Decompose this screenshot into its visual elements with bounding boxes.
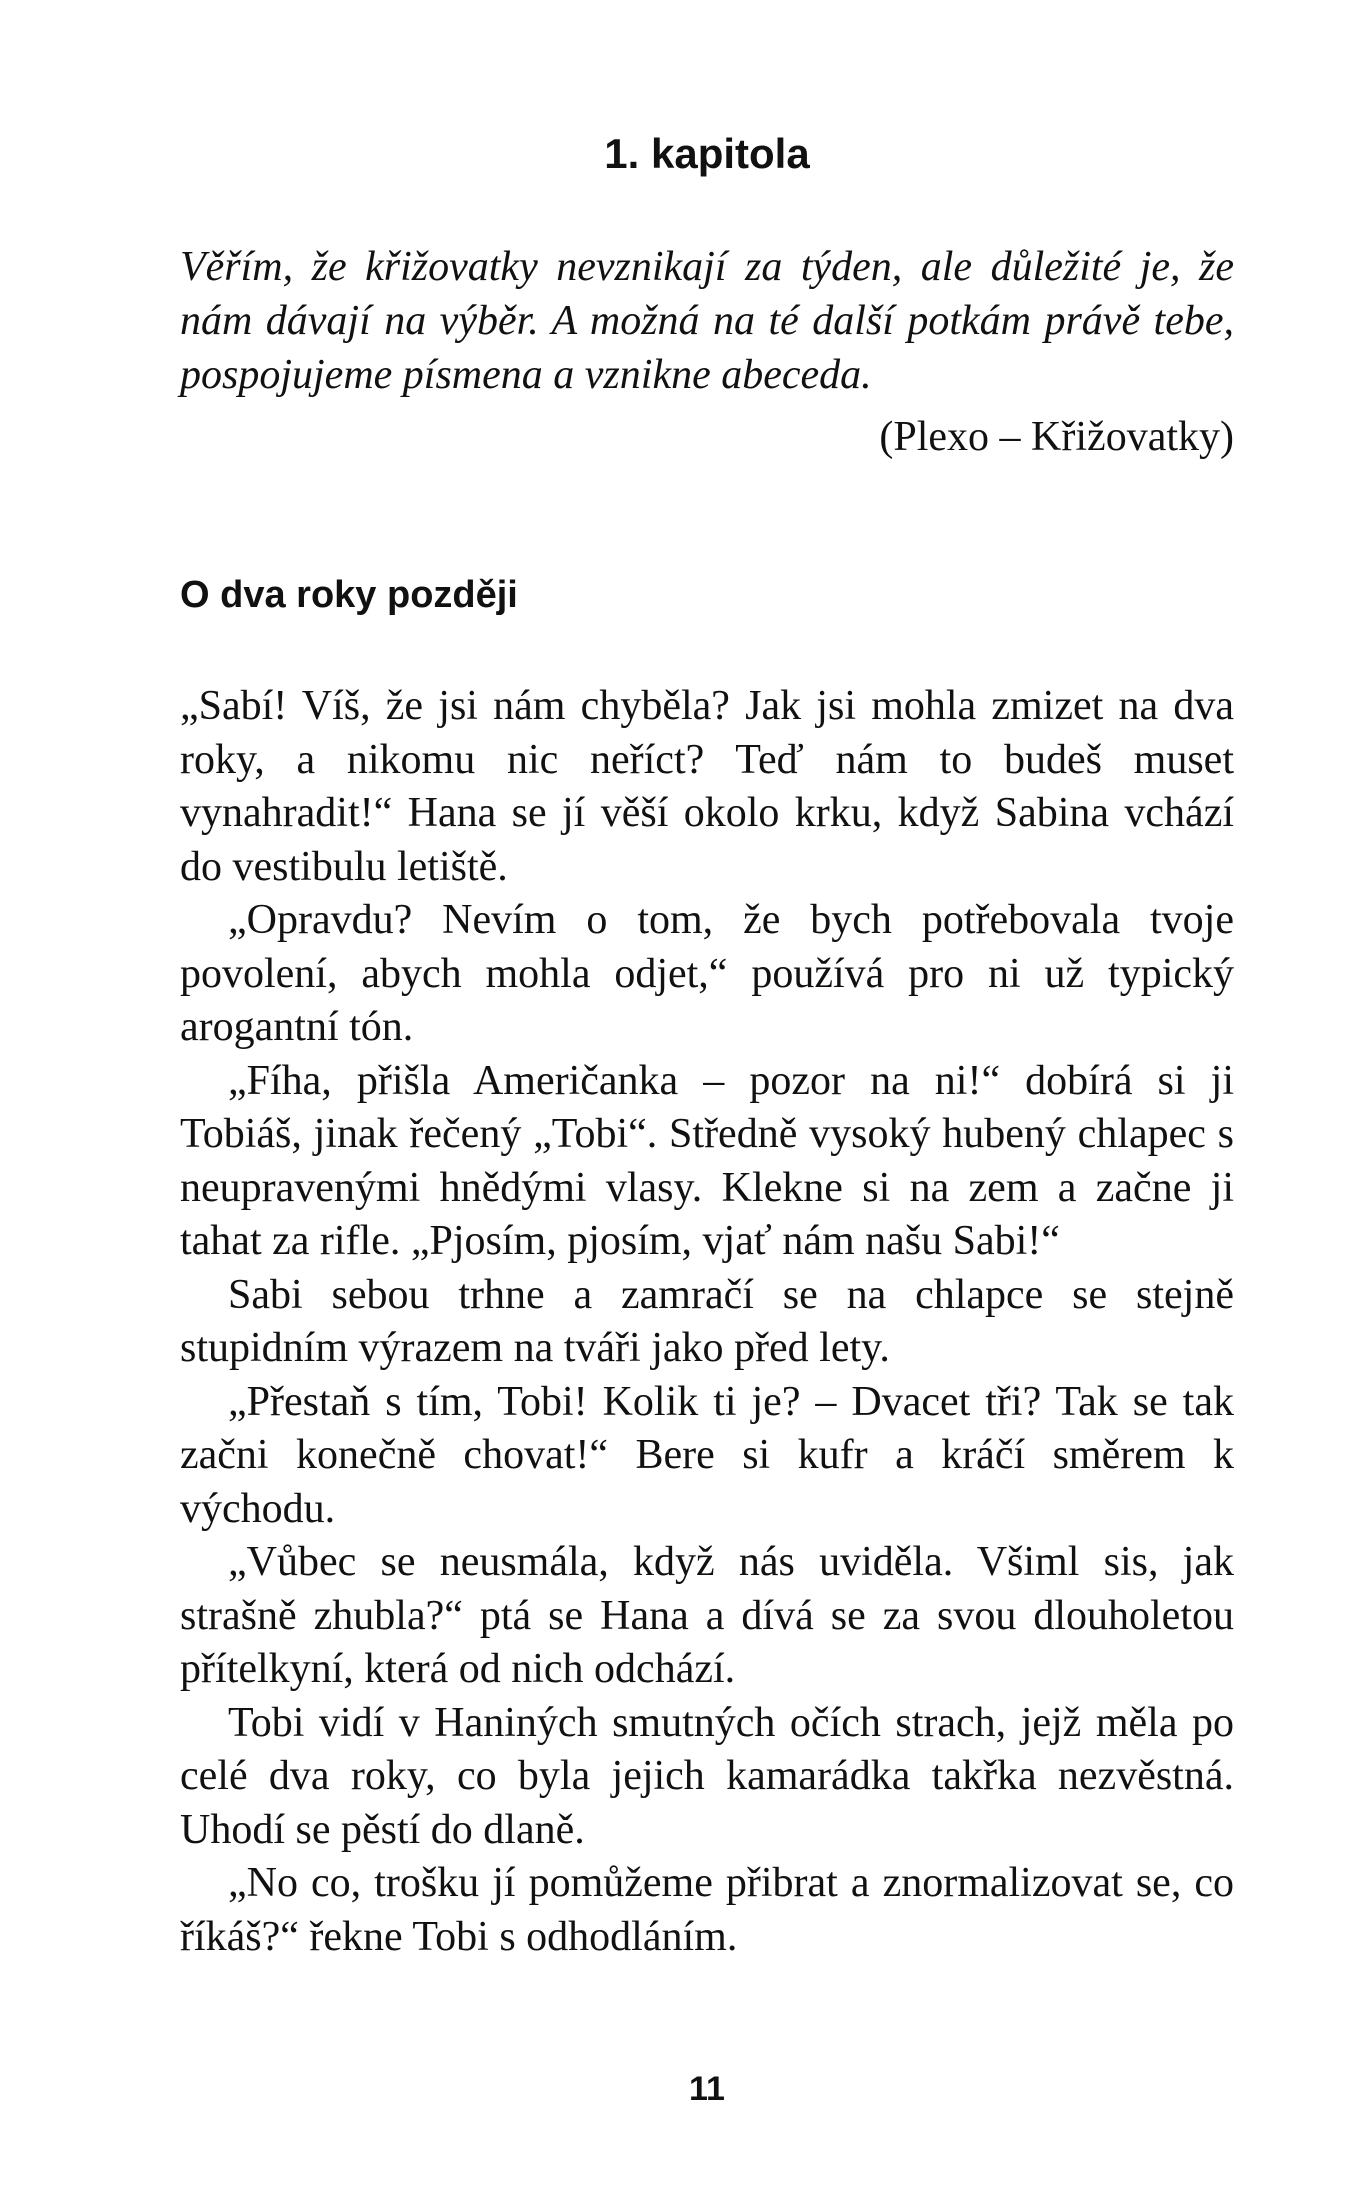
paragraph: „No co, trošku jí pomůžeme přibrat a znormalizovat se, co říkáš?“ řekne Tobi s odhodláním. <box>180 1860 1234 1960</box>
body-text <box>180 680 1234 1964</box>
paragraph: Sabi sebou trhne a zamračí se na chlapce se stejně stupidním výrazem na tváři jako před lety. <box>180 1271 1234 1371</box>
page-number: 11 <box>689 2070 725 2108</box>
epigraph-text: Věřím, že křižovatky nevznikají za týden, ale důležité je, že nám dávají na výběr. A možná na té další potkám právě tebe, pospojujeme písmena a vznikne abeceda. <box>180 244 1234 398</box>
paragraph: „Sabí! Víš, že jsi nám chyběla? Jak jsi mohla zmizet na dva roky, a nikomu nic neříct? Teď nám to budeš muset vynahradit!“ Hana se jí věší okolo krku, když Sabina vchází do vestibulu letiště. <box>180 683 1234 890</box>
paragraph: „Přestaň s tím, Tobi! Kolik ti je? – Dvacet tři? Tak se tak začni konečně chovat!“ Bere si kufr a kráčí směrem k východu. <box>180 1378 1234 1532</box>
paragraph: Tobi vidí v Haniných smutných očích strach, jejž měla po celé dva roky, co byla jejich kamarádka takřka nezvěstná. Uhodí se pěstí do dlaně. <box>180 1699 1234 1853</box>
paragraph: „Fíha, přišla Američanka – pozor na ni!“ dobírá si ji Tobiáš, jinak řečený „Tobi“. Středně vysoký hubený chlapec s neupravenými hnědými vlasy. Klekne si na zem a začne ji tahat za rifle. „Pjosím, pjosím, vjať nám našu Sabi!“ <box>180 1057 1234 1264</box>
section-heading: O dva roky později <box>180 574 518 616</box>
paragraph: „Opravdu? Nevím o tom, že bych potřebovala tvoje povolení, abych mohla odjet,“ používá pro ni už typický arogantní tón. <box>180 897 1234 1050</box>
paragraph: „Vůbec se neusmála, když nás uviděla. Všiml sis, jak strašně zhubla?“ ptá se Hana a dívá se za svou dlouholetou přítelkyní, která od nich odchází. <box>180 1539 1234 1692</box>
epigraph-source: (Plexo – Křižovatky) <box>879 414 1234 460</box>
chapter-title: 1. kapitola <box>604 130 810 177</box>
